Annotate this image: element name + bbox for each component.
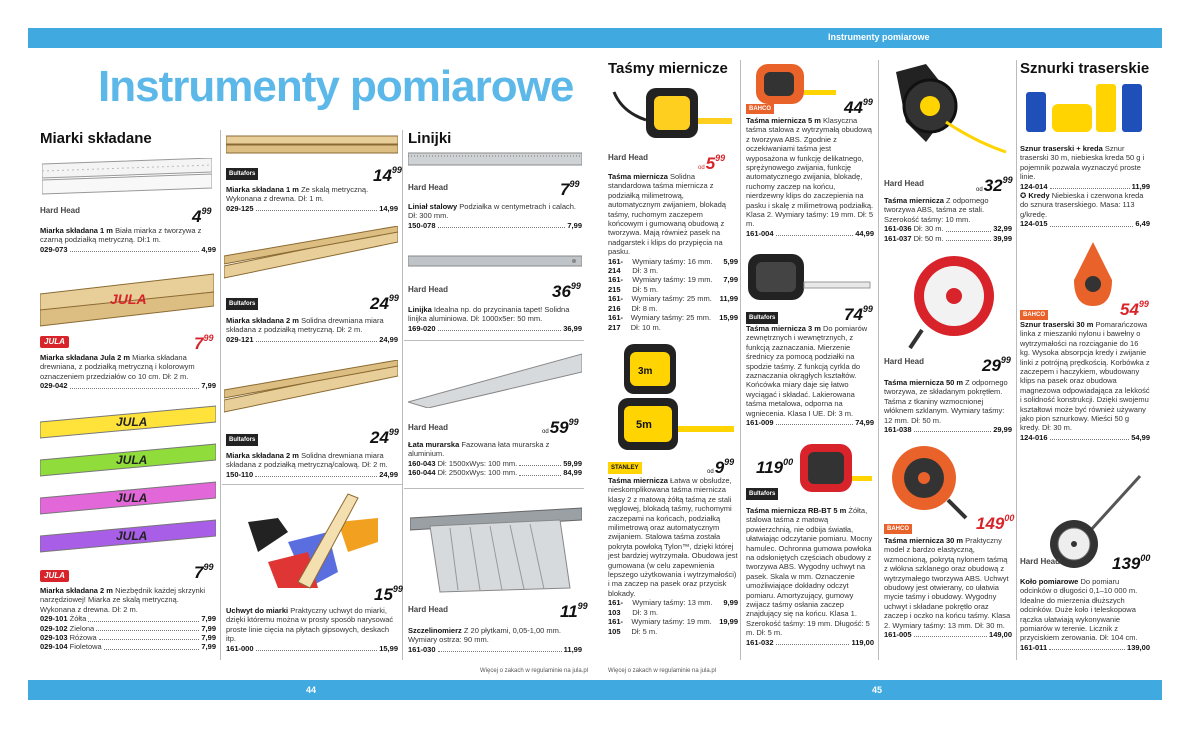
product-description: Taśma miernicza Solidna standardowa taśma miernicza z podziałką milimetrową, automatycznym zwijaniem, blokadą taśmy, ruchomym zaczepem końcowym i gumowaną obudową z tworzywa. Mają również pasek na nadgarstek i klips do przypięcia na pasku. 161-214 Wymiary taśmy: 16 mm. Dł: 3 m. 5,99 161-215 Wymiary taśmy: 19 mm. Dł: 5 m. 7,99 161-216 Wymiary taśmy: 25 mm. Dł: 8 m. 11,99 161-217 Wymiary taśmy: 25 mm. Dł: 10 m. 15,99 [608, 172, 738, 332]
price-tag: $149^{00}$ [976, 513, 1015, 533]
chalk-bullet-icon: ✪ [1020, 191, 1027, 201]
aluminium-ruler-image [408, 254, 582, 268]
bultafors-tape-measure-image [746, 252, 874, 302]
feeler-gauge-image [410, 498, 582, 594]
price-tag: $29^{99}$ [982, 355, 1011, 375]
wooden-ruler-2m-image [224, 226, 398, 286]
brand-hard-head-logo: Hard Head [1020, 557, 1061, 566]
divider [220, 130, 221, 660]
product-description: Sznur traserski + kreda Sznur traserski 30 m, niebieska kreda 50 g i pojemnik pozwala wyznaczyć proste linie. 124-014 11,99 ✪ Kredy Niebieska i czerwona kreda do sznura traserskiego. Masa: 113 g/kredę. 124-015 6,49 [1020, 144, 1150, 229]
brand-hard-head-logo: Hard Head [884, 179, 925, 188]
product-description: Szczelinomierz Z 20 płytkami, 0,05-1,00 mm. Wymiary ostrza: 90 mm. 161-030 11,99 [408, 626, 582, 654]
section-title-sznurki: Sznurki traserskie [1020, 60, 1150, 77]
price-tag: $24^{99}$ [370, 427, 399, 447]
price-tag: $11^{99}$ [560, 601, 588, 621]
price-tag: $od9^{99}$ [707, 457, 735, 477]
brand-hard-head-logo: Hard Head [408, 285, 449, 294]
white-folding-ruler-image [42, 158, 212, 202]
divider [1016, 60, 1017, 660]
divider [740, 60, 741, 660]
product-description: Taśma miernicza 5 m Klasyczna taśma stalowa z wytrzymałą obudową z tworzywa ABS. Zgodnie z oczekiwaniami taśma jest wyposażona w funkcję delikatnego, sprężynowego zwijania, funkcję automatycznego zwijania, blokadę, ruchomy zaczep na końcu, nierdzewny klips do zaczepienia na pasku i skalę z milimetrową podziałką. Klasa 2. Wymiary taśmy: 19 mm. Dł: 5 m. 161-004 44,99 [746, 116, 874, 238]
price-tag: $54^{99}$ [1120, 299, 1149, 319]
product-description: Taśma miernicza RB-BT 5 m Żółta, stalowa taśma z matową powierzchnią, nie odbija światła, ułatwiając odczytanie pomiaru. Mocny hamulec. Ochronna gumowa powłoka na odsłoniętych częściach obudowy z tworzywa ABS. Wygodny uchwyt na pasek. Skala w mm. Oznaczenie umożliwiające dokładny odczyt pomiaru. Amortyzujący, gumowy zwijacz taśmy osłania zaczep znajdujący się na końcu. Klasa 1. Szerokość taśmy: 19 mm. Długość: 5 m. Dł: 5 m. 161-032 119,00 [746, 506, 874, 647]
product-description: Miarka składana 1 m Biała miarka z tworzywa z czarną podziałką metryczną. Dł:1 m. 029-073 4,99 [40, 226, 216, 254]
banner-title: Instrumenty pomiarowe [828, 32, 930, 42]
product-description: Taśma miernicza Łatwa w obsłudze, nieskomplikowana taśma miernicza klasy 2 z matową żółtą taśmą ze stali węglowej, blokadą taśmy, ruchomymi zaczepami na końcach, podziałką milimetrową oraz automatycznym zwijaniem. Stalowa taśma została pokryta powłoką Tylon™, dzięki której jest bardziej wytrzymała. Obudowa jest gumowana (w celu zapewnienia lepszego użytkowania i wytrzymałości) i ma zaczep na pasek oraz przycisk blokady. 161-103 Wymiary taśmy: 13 mm. Dł: 3 m. 9,99 161-105 Wymiary taśmy: 19 mm. Dł: 5 m. 19,99 [608, 476, 738, 636]
brand-bahco-logo: BAHCO [1020, 310, 1048, 320]
divider [402, 130, 403, 660]
section-title-miarki: Miarki składane [40, 130, 152, 147]
colored-folding-rulers-image [40, 400, 216, 560]
product-description: Miarka składana 2 m Solidna drewniana miara składana z podziałką metryczną. Dł: 2 m. 029-121 24,99 [226, 316, 398, 344]
product-description: Taśma miernicza Z odpornego tworzywa ABS, taśma ze stali. Szerokość taśmy: 10 mm. 161-036 Dł: 30 m. 32,99 161-037 Dł: 50 m. 39,99 [884, 196, 1012, 243]
wooden-ruler-1m-image [226, 134, 398, 156]
svg-text:5m: 5m [636, 419, 652, 431]
brand-jula-logo: JULA [40, 570, 69, 582]
fiberglass-tape-measure-image [902, 250, 1006, 350]
brand-hard-head-logo: Hard Head [408, 183, 449, 192]
rb-bt-tape-measure-image [796, 440, 874, 496]
steel-ruler-image [408, 152, 582, 166]
tape-measure-hard-head-image [612, 82, 734, 144]
price-tag: $od5^{99}$ [698, 153, 726, 173]
wooden-ruler-2m-calowa-image [224, 360, 398, 420]
price-tag: $7^{99}$ [194, 333, 214, 353]
footnote: Więcej o zakach w regulaminie na jula.pl [480, 668, 589, 674]
product-description: Linijka Idealna np. do przycinania tapet! Solidna linijka aluminiowa. Dł: 1000x5er: 50 mm. 169-020 36,99 [408, 305, 582, 333]
brand-hard-head-logo: Hard Head [408, 605, 449, 614]
price-tag: $7^{99}$ [560, 179, 580, 199]
stanley-tape-measures-image [612, 342, 736, 454]
bahco-long-tape-image [888, 440, 968, 520]
brand-jula-logo: JULA [40, 336, 69, 348]
price-tag: $44^{99}$ [844, 97, 873, 117]
product-description: Miarka składana Jula 2 m Miarka składana drewniana, z podziałką metryczną i kolorowym oznaczeniem przedziałów co 10 cm. Dł: 2 m. 029-042 7,99 [40, 353, 216, 391]
bahco-tape-measure-image [750, 62, 838, 108]
footnote: Więcej o zakach w regulaminie na jula.pl [608, 668, 717, 674]
price-tag: $139^{00}$ [1112, 553, 1151, 573]
svg-text:JULA: JULA [116, 415, 148, 429]
divider [404, 488, 584, 489]
product-description: Miarka składana 2 m Solidna drewniana miara składana z podziałką metryczną/calową. Dł: 2 m. 150-110 24,99 [226, 451, 398, 479]
price-tag: $74^{99}$ [844, 304, 873, 324]
brand-bahco-logo: BAHCO [746, 104, 774, 114]
product-description: Sznur traserski 30 m Pomarańczowa linka z mieszanki nylonu i bawełny o wytrzymałości na rozciąganie do 16 kg. Wysoka absorpcja kredy i zwijanie linki z potrójną prędkością. Korbówka z zaczepem i haczykiem, wbudowany klips na pasek oraz obudowa magnezowa odpowiadająca za lekkość i solidność konstrukcji. Dzięki swojemu kształtowi może być również używany jako pion sznurkowy. Mieści 50 g kredy. Dł: 30 m. 124-016 54,99 [1020, 320, 1150, 442]
product-description: Koło pomiarowe Do pomiaru odcinków o długości 0,1–10 000 m. Idealne do mierzenia dłuższych odcinków. Duże koło i teleskopowa rączka ułatwiają wykonywanie pomiarów w terenie. Licznik z przyciskiem zerowania. Dł: 104 cm. 161-011 139,00 [1020, 577, 1150, 652]
brand-hard-head-logo: Hard Head [884, 357, 925, 366]
product-description: Uchwyt do miarki Praktyczny uchwyt do miarki, dzięki któremu można w prosty sposób narysować proste linie cięcia na płytach gipsowych, deskach itp. 161-000 15,99 [226, 606, 398, 653]
price-tag: $24^{99}$ [370, 293, 399, 313]
brand-hard-head-logo: Hard Head [40, 206, 81, 215]
price-tag: $36^{99}$ [552, 281, 581, 301]
brand-hard-head-logo: Hard Head [408, 423, 449, 432]
page-number-right: 45 [872, 685, 883, 695]
chalk-line-set-image [1022, 80, 1146, 140]
brand-bultafors-logo: Bultafors [746, 312, 778, 324]
divider [878, 60, 879, 660]
page-number-left: 44 [306, 685, 317, 695]
price-tag: $od59^{99}$ [542, 417, 579, 437]
divider [404, 340, 584, 341]
price-tag: $14^{99}$ [373, 165, 402, 185]
product-description: Miarka składana 2 m Niezbędnik każdej skrzynki narzędziowej! Miarka ze skalą metryczną. Wykonana z drewna. Dł: 2 m. 029-101 Żółta 7,99 029-102 Zielona 7,99 029-103 Różowa 7,99 029-104 Fioletowa 7,99 [40, 586, 216, 652]
brand-bahco-logo: BAHCO [884, 524, 912, 534]
svg-text:JULA: JULA [110, 291, 147, 307]
mason-level-image [408, 352, 582, 408]
price-tag: $7^{99}$ [194, 562, 214, 582]
brand-bultafors-logo: Bultafors [226, 298, 258, 310]
price-tag: $4^{99}$ [192, 206, 212, 226]
product-description: Liniał stalowy Podziałka w centymetrach i calach. Dł: 300 mm. 150-078 7,99 [408, 202, 582, 230]
brand-hard-head-logo: Hard Head [608, 153, 649, 162]
product-description: Taśma miernicza 3 m Do pomiarów zewnętrznych i wewnętrznych, z funkcją zaznaczania. Mierzenie średnicy za pomocą podziałki na spodzie taśmy. Z funkcją cyrkla do zaznaczania okrągłych kształtów. Końcówka miary daje się łatwo wyciągać i składać. Lakierowana taśma metalowa, odporna na wgniecenia. Klasa I UE. Dł: 3 m. 161-009 74,99 [746, 324, 874, 428]
section-title-tasmy: Taśmy miernicze [608, 60, 728, 77]
price-tag: $15^{99}$ [374, 584, 403, 604]
product-description: Miarka składana 1 m Ze skalą metryczną. Wykonana z drewna. Dł: 1 m. 029-125 14,99 [226, 185, 398, 213]
brand-bultafors-logo: Bultafors [746, 488, 778, 500]
brand-stanley-logo: STANLEY [608, 462, 642, 474]
product-description: Łata murarska Fazowana łata murarska z aluminium. 160-043 Dł: 1500xWys: 100 mm. 59,99 160-044 Dł: 2500xWys: 100 mm. 84,99 [408, 440, 582, 478]
product-description: Taśma miernicza 50 m Z odpornego tworzywa, ze składanym pokrętłem. Taśma z tkaniny wzmocnionej włóknem szklanym. Wymiary taśmy: 12 mm. Dł: 50 m. 161-038 29,99 [884, 378, 1012, 435]
brand-bultafors-logo: Bultafors [226, 434, 258, 446]
long-tape-measure-image [886, 62, 1010, 172]
price-tag: $119^{00}$ [756, 457, 794, 477]
svg-text:3m: 3m [638, 366, 653, 377]
svg-text:JULA: JULA [116, 491, 148, 505]
product-description: Taśma miernicza 30 m Praktyczny model z bardzo elastyczną, wzmocnioną, pokrytą nylonem taśmą z włókna szklanego oraz obudową z wytrzymałego tworzywa ABS. Uchwyt obudowy jest otwierany, co ułatwia mycie taśmy i obudowy. Wygodny uchwyt i składane pokrętło oraz zaczep i oczko na końcu taśmy. Klasa 2. Wymiary taśmy: 13 mm. Dł: 30 m. 161-005 149,00 [884, 536, 1012, 640]
jula-folding-ruler-image [40, 270, 214, 330]
top-banner [28, 28, 1162, 48]
divider [222, 484, 402, 485]
page-title: Instrumenty pomiarowe [98, 62, 574, 111]
bottom-banner [28, 680, 1162, 700]
svg-text:JULA: JULA [116, 453, 148, 467]
chalk-line-reel-image [1068, 240, 1118, 310]
svg-text:JULA: JULA [116, 529, 148, 543]
price-tag: $od32^{99}$ [976, 175, 1013, 195]
ruler-holder-image [228, 492, 398, 592]
section-title-linijki: Linijki [408, 130, 452, 147]
brand-bultafors-logo: Bultafors [226, 168, 258, 180]
